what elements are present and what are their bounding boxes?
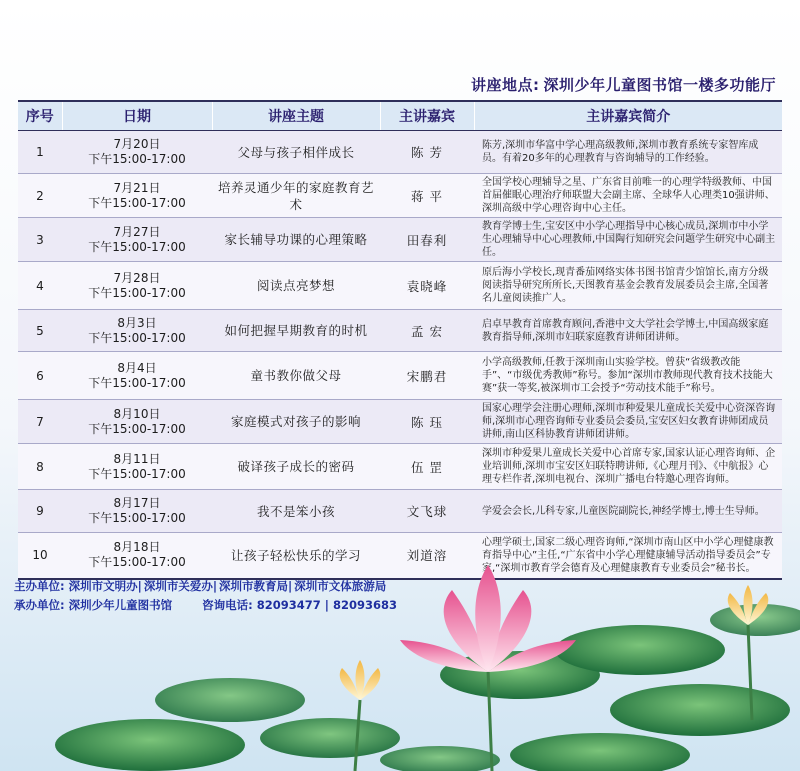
date-day: 8月3日 [117, 315, 157, 330]
row-date [62, 174, 212, 218]
header-speaker: 主讲嘉宾 [380, 101, 474, 131]
date-time: 下午15:00-17:00 [88, 466, 186, 481]
row-topic: 让孩子轻松快乐的学习 [212, 533, 380, 579]
organizer-label: 承办单位: [14, 598, 65, 612]
table-header-row [18, 101, 782, 131]
header-date: 日期 [62, 101, 212, 131]
header-speaker-bio: 主讲嘉宾简介 [474, 101, 782, 131]
row-bio: 学爱会会长,儿科专家,儿童医院副院长,神经学博士,博士生导师。 [474, 490, 782, 533]
venue-value: 深圳少年儿童图书馆一楼多功能厅 [543, 76, 776, 94]
row-speaker: 陈 芳 [380, 131, 474, 174]
host-unit: 深圳市关爱办 [143, 579, 213, 593]
row-bio: 深圳市种爱果儿童成长关爱中心首席专家,国家认证心理咨询师、企业培训师,深圳市宝安区妇联特聘讲师,《心理月刊》、《中航报》心理专栏作者,深圳电视台、深圳广播电台特邀心理咨询师。 [474, 444, 782, 490]
row-date [62, 131, 212, 174]
table-row [18, 218, 782, 262]
row-number: 7 [18, 400, 62, 444]
row-date [62, 444, 212, 490]
venue-label: 讲座地点: [470, 76, 540, 94]
date-time: 下午15:00-17:00 [88, 285, 186, 300]
row-number: 6 [18, 352, 62, 400]
row-speaker: 孟 宏 [380, 310, 474, 352]
row-bio: 教育学博士生,宝安区中小学心理指导中心核心成员,深圳市中小学生心理辅导中心心理教师,中国陶行知研究会问题学生研究中心副主任。 [474, 218, 782, 262]
row-topic: 父母与孩子相伴成长 [212, 131, 380, 174]
row-speaker: 刘道溶 [380, 533, 474, 579]
date-day: 8月17日 [113, 496, 161, 510]
phone-numbers: 82093477 | 82093683 [256, 598, 397, 612]
table-row [18, 262, 782, 310]
row-topic: 如何把握早期教育的时机 [212, 310, 380, 352]
pink-lotus-flower [400, 565, 576, 672]
row-number: 5 [18, 310, 62, 352]
row-number: 9 [18, 490, 62, 533]
lecture-schedule-table [18, 100, 782, 580]
row-topic: 培养灵通少年的家庭教育艺术 [212, 174, 380, 218]
date-day: 7月20日 [113, 137, 161, 151]
row-topic: 我不是笨小孩 [212, 490, 380, 533]
row-speaker: 袁晓峰 [380, 262, 474, 310]
header-number: 序号 [18, 101, 62, 131]
row-date [62, 262, 212, 310]
row-bio: 启卓早教育首席教育顾问,香港中文大学社会学博士,中国高级家庭教育指导师,深圳市妇联家庭教育讲师团讲师。 [474, 310, 782, 352]
phone-label: 咨询电话: [202, 598, 253, 612]
date-time: 下午15:00-17:00 [88, 375, 186, 390]
row-topic: 家庭模式对孩子的影响 [212, 400, 380, 444]
row-speaker: 宋鹏君 [380, 352, 474, 400]
date-time: 下午15:00-17:00 [88, 555, 186, 570]
yellow-lotus-flower-left [340, 660, 381, 700]
date-time: 下午15:00-17:00 [88, 511, 186, 525]
date-time: 下午15:00-17:00 [88, 195, 186, 210]
date-time: 下午15:00-17:00 [88, 152, 186, 166]
row-topic: 童书教你做父母 [212, 352, 380, 400]
date-day: 8月18日 [113, 540, 161, 555]
row-bio: 全国学校心理辅导之星、广东省目前唯一的心理学特级教师、中国首届催眠心理治疗师联盟大会副主席、全球华人心理类10强讲师、深圳高级中学心理咨询中心主任。 [474, 174, 782, 218]
row-number: 4 [18, 262, 62, 310]
date-day: 7月27日 [113, 224, 161, 239]
row-number: 10 [18, 533, 62, 579]
date-time: 下午15:00-17:00 [88, 239, 186, 254]
table-row [18, 310, 782, 352]
table-row [18, 174, 782, 218]
row-topic: 阅读点亮梦想 [212, 262, 380, 310]
row-bio: 国家心理学会注册心理师,深圳市种爱果儿童成长关爱中心资深咨询师,深圳市心理咨询师专业委员会委员,宝安区妇女教育讲师团成员讲师,南山区科协教育讲师团讲师。 [474, 400, 782, 444]
row-number: 2 [18, 174, 62, 218]
table-row [18, 131, 782, 174]
row-date [62, 218, 212, 262]
date-time: 下午15:00-17:00 [88, 421, 186, 436]
row-bio: 陈芳,深圳市华富中学心理高级教师,深圳市教育系统专家智库成员。有着20多年的心理教育与咨询辅导的工作经验。 [474, 131, 782, 174]
row-speaker: 文飞球 [380, 490, 474, 533]
row-topic: 破译孩子成长的密码 [212, 444, 380, 490]
table-row [18, 490, 782, 533]
date-day: 8月4日 [117, 360, 157, 375]
host-label: 主办单位: [14, 579, 65, 593]
table-row [18, 444, 782, 490]
host-unit: 深圳市文体旅游局 [294, 579, 387, 593]
row-bio: 原后海小学校长,现青番茄网络实体书图书馆青少馆馆长,南方分级阅读指导研究所所长,天图教育基金会教育发展委员会主席,全国著名儿童阅读推广人。 [474, 262, 782, 310]
row-topic: 家长辅导功课的心理策略 [212, 218, 380, 262]
organizer-name: 深圳少年儿童图书馆 [68, 598, 173, 612]
date-day: 7月28日 [113, 270, 161, 285]
row-speaker: 陈 珏 [380, 400, 474, 444]
table-row [18, 400, 782, 444]
row-date [62, 352, 212, 400]
lotus-illustration [0, 560, 800, 771]
row-bio: 小学高级教师,任教于深圳南山实验学校。曾获“省级教改能手”、“市级优秀教师”称号。参加“深圳市教师现代教育技术技能大赛”获一等奖,被深圳市工会授予“劳动技术能手”称号。 [474, 352, 782, 400]
row-speaker: 蒋 平 [380, 174, 474, 218]
row-date [62, 400, 212, 444]
date-day: 8月10日 [113, 406, 161, 421]
table-row [18, 352, 782, 400]
row-speaker: 田春利 [380, 218, 474, 262]
row-speaker: 伍 罡 [380, 444, 474, 490]
venue-line [471, 74, 776, 95]
host-unit: 深圳市文明办 [68, 579, 138, 593]
date-day: 7月21日 [113, 180, 161, 195]
row-date [62, 310, 212, 352]
lotus-leaves [55, 604, 800, 771]
host-unit: 深圳市教育局 [219, 579, 289, 593]
row-number: 1 [18, 131, 62, 174]
row-bio: 心理学硕士,国家二级心理咨询师,“深圳市南山区中小学心理健康教育指导中心”主任,“广东省中小学心理健康辅导活动指导委员会”专家,“深圳市教育学会德育及心理健康教育专业委员会”秘书长。 [474, 533, 782, 579]
header-topic: 讲座主题 [212, 101, 380, 131]
host-units: 主办单位: 深圳市文明办| 深圳市关爱办| 深圳市教育局| 深圳市文体旅游局 [14, 579, 387, 593]
date-day: 8月11日 [113, 451, 161, 466]
row-date [62, 490, 212, 533]
date-time: 下午15:00-17:00 [88, 330, 186, 345]
row-number: 8 [18, 444, 62, 490]
row-number: 3 [18, 218, 62, 262]
